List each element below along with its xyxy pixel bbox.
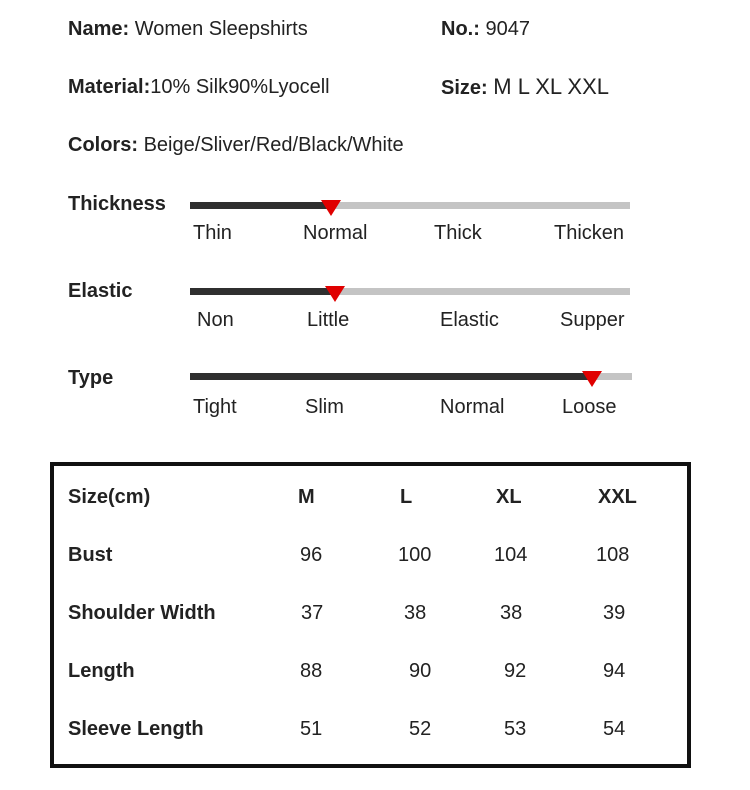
row-label: Length <box>68 660 135 682</box>
scale-label: Slim <box>305 396 344 418</box>
scale-title: Thickness <box>68 193 166 215</box>
scale-marker-icon <box>582 371 602 387</box>
colors-line <box>68 134 404 157</box>
scale-label: Normal <box>440 396 505 418</box>
table-cell: 38 <box>404 602 427 624</box>
scale-label: Normal <box>303 222 368 244</box>
scale-fill <box>190 202 331 209</box>
scale-label: Thick <box>434 222 482 244</box>
name-line <box>68 18 308 41</box>
table-header-cell: Size(cm) <box>68 486 151 508</box>
size-chart-table <box>50 462 691 768</box>
table-header-cell: M <box>298 486 315 508</box>
scale-label: Thicken <box>554 222 625 244</box>
scale-marker-icon <box>325 286 345 302</box>
table-cell: 90 <box>409 660 432 682</box>
row-label: Shoulder Width <box>68 602 216 624</box>
table-header-cell: XL <box>496 486 522 508</box>
scale-label: Thin <box>193 222 232 244</box>
scale-label: Tight <box>193 396 237 418</box>
material-label: Material: <box>68 76 151 98</box>
size-label: Size: <box>441 77 488 99</box>
table-cell: 96 <box>300 544 323 566</box>
name-label: Name: <box>68 18 130 40</box>
scale-label: Elastic <box>440 309 499 331</box>
scale-fill <box>190 373 592 380</box>
table-header-cell: XXL <box>598 486 637 508</box>
table-cell: 38 <box>500 602 523 624</box>
name-value: Women Sleepshirts <box>134 18 308 40</box>
table-cell: 100 <box>398 544 432 566</box>
table-header-cell: L <box>400 486 413 508</box>
scale-label: Loose <box>562 396 617 418</box>
table-cell: 94 <box>603 660 626 682</box>
number-label: No.: <box>441 18 480 40</box>
scale-track <box>190 202 630 209</box>
colors-label: Colors: <box>68 134 138 156</box>
colors-value: Beige/Sliver/Red/Black/White <box>143 134 404 156</box>
material-line <box>68 76 330 99</box>
scale-track <box>190 288 630 295</box>
table-cell: 104 <box>494 544 528 566</box>
scale-title: Elastic <box>68 280 133 302</box>
table-cell: 108 <box>596 544 630 566</box>
size-line <box>441 74 609 100</box>
table-cell: 39 <box>603 602 626 624</box>
scale-fill <box>190 288 335 295</box>
row-label: Sleeve Length <box>68 718 204 740</box>
table-cell: 88 <box>300 660 323 682</box>
scale-label: Supper <box>560 309 625 331</box>
size-value: M L XL XXL <box>493 74 610 99</box>
number-line <box>441 18 530 41</box>
scale-track <box>190 373 632 380</box>
table-cell: 54 <box>603 718 626 740</box>
material-value: 10% Silk90%Lyocell <box>150 76 330 98</box>
scale-title: Type <box>68 367 114 389</box>
table-cell: 53 <box>504 718 527 740</box>
row-label: Bust <box>68 544 113 566</box>
table-cell: 37 <box>301 602 324 624</box>
number-value: 9047 <box>485 18 530 40</box>
table-cell: 52 <box>409 718 432 740</box>
table-cell: 51 <box>300 718 323 740</box>
scale-label: Little <box>307 309 350 331</box>
table-cell: 92 <box>504 660 527 682</box>
scale-label: Non <box>197 309 234 331</box>
scale-marker-icon <box>321 200 341 216</box>
